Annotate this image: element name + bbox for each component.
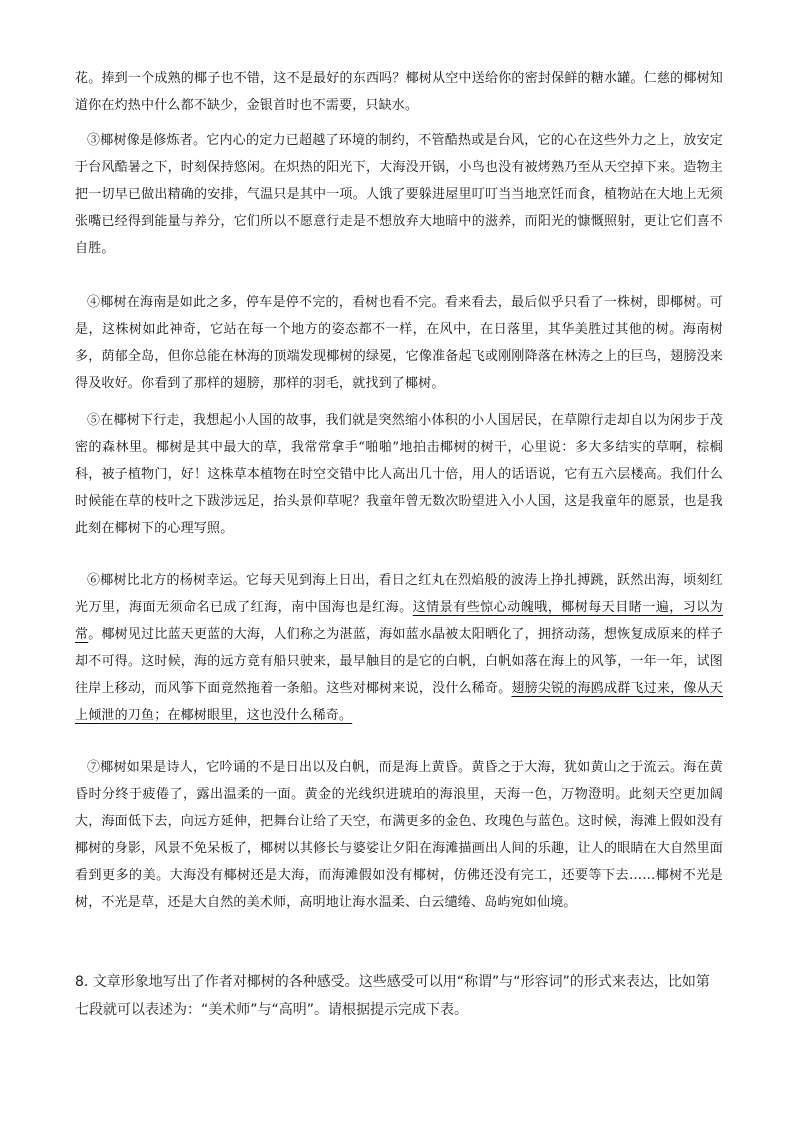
- paragraph-text: ⑥椰树比北方的杨树幸运。它每天见到海上日出，看日之红丸在烈焰般的波涛上挣扎搏跳，跃然出海，顷刻红光万里，海面无须命名已成了红海，南中国海也是红海。: [75, 573, 723, 615]
- paragraph-7: [75, 754, 723, 916]
- paragraph-text: 花。捧到一个成熟的椰子也不错，这不是最好的东西吗？椰树从空中送给你的密封保鲜的糖水罐。仁慈的椰树知道你在灼热中什么都不缺少，金银首时也不需要，只缺水。: [75, 71, 723, 113]
- paragraph-text: 。椰树见过比蓝天更蓝的大海，人们称之为湛蓝，海如蓝水晶被太阳晒化了，拥挤动荡，想恢复成原来的样子却不可得。这时候，海的远方竟有船只驶来，最早触目的是它的白帆，白帆如落在海上的风筝，一年一年，试图往岸上移动，而风筝下面竟然拖着一条船。这些对椰树来说，没什么稀奇。: [75, 627, 723, 696]
- paragraph-6: [75, 567, 723, 729]
- paragraph-text: ③椰树像是修炼者。它内心的定力已超越了环境的制约，不管酷热或是台风，它的心在这些外力之上，放安定于台风酷暑之下，时刻保持悠闲。在炽热的阳光下，大海没开锅，小鸟也没有被烤熟乃至从天空掉下来。造物主把一切早已做出精确的安排，气温只是其中一项。人饿了要躲进屋里叮叮当当地烹饪而食，植物站在大地上无须张嘴已经得到能量与养分，它们所以不愿意行走是不想放弃大地暗中的滋养，而阳光的慷慨照射，更让它们喜不自胜。: [75, 133, 723, 256]
- underlined-sentence-1: 这情景有些惊心动魄哦，椰树每天目睹一遍，习以为常: [75, 600, 723, 642]
- paragraph-4: [75, 289, 723, 397]
- paragraph-text: ⑤在椰树下行走，我想起小人国的故事，我们就是突然缩小体积的小人国居民，在草隙行走却自以为闲步于茂密的森林里。椰树是其中最大的草，我常常拿手“啪啪”地拍击椰树的树干，心里说：多大多结实的草啊，棕榈科，被子植物门，好！这株草本植物在时空交错中比人高出几十倍，用人的话语说，它有五六层楼高。我们什么时候能在草的枝叶之下跋涉远足，抬头景仰草呢？我童年曾无数次盼望进入小人国，这是我童年的愿景，也是我此刻在椰树下的心理写照。: [75, 413, 723, 536]
- paragraph-text: ⑦椰树如果是诗人，它吟诵的不是日出以及白帆，而是海上黄昏。黄昏之于大海，犹如黄山之于流云。海在黄昏时分终于疲倦了，露出温柔的一面。黄金的光线织进琥珀的海浪里，天海一色，万物澄明。此刻天空更加阔大，海面低下去，向远方延伸，把舞台让给了天空，布满更多的金色、玫瑰色与蓝色。这时候，海滩上假如没有椰树的身影，风景不免呆板了，椰树以其修长与婆娑让夕阳在海滩描画出人间的乐趣，让人的眼睛在大自然里面看到更多的美。大海没有椰树还是大海，而海滩假如没有椰树，仿佛还没有完工，还要等下去……椰树不光是树，不光是草，还是大自然的美术师，高明地让海水温柔、白云缱绻、岛屿宛如仙境。: [75, 760, 723, 910]
- paragraph-continued: [75, 65, 723, 119]
- question-8: [75, 968, 723, 1024]
- paragraph-3: [75, 127, 723, 262]
- question-text: 8. 文章形象地写出了作者对椰树的各种感受。这些感受可以用“称谓”与“形容词”的形式来表达，比如第七段就可以表述为：“美术师”与“高明”。请根据提示完成下表。: [75, 974, 710, 1018]
- paragraph-text: ④椰树在海南是如此之多，停车是停不完的，看树也看不完。看来看去，最后似乎只看了一株树，即椰树。可是，这株树如此神奇，它站在每一个地方的姿态都不一样，在风中，在日落里，其华美胜过其他的树。海南树多，荫郁全岛，但你总能在林海的顶端发现椰树的绿冕，它像准备起飞或刚刚降落在林涛之上的巨鸟，翅膀没来得及收好。你看到了那样的翅膀，那样的羽毛，就找到了椰树。: [75, 295, 723, 391]
- paragraph-5: [75, 407, 723, 542]
- underlined-sentence-2: 翅膀尖锐的海鸥成群飞过来，像从天上倾泄的刀鱼；在椰树眼里，这也没什么稀奇。: [75, 681, 723, 723]
